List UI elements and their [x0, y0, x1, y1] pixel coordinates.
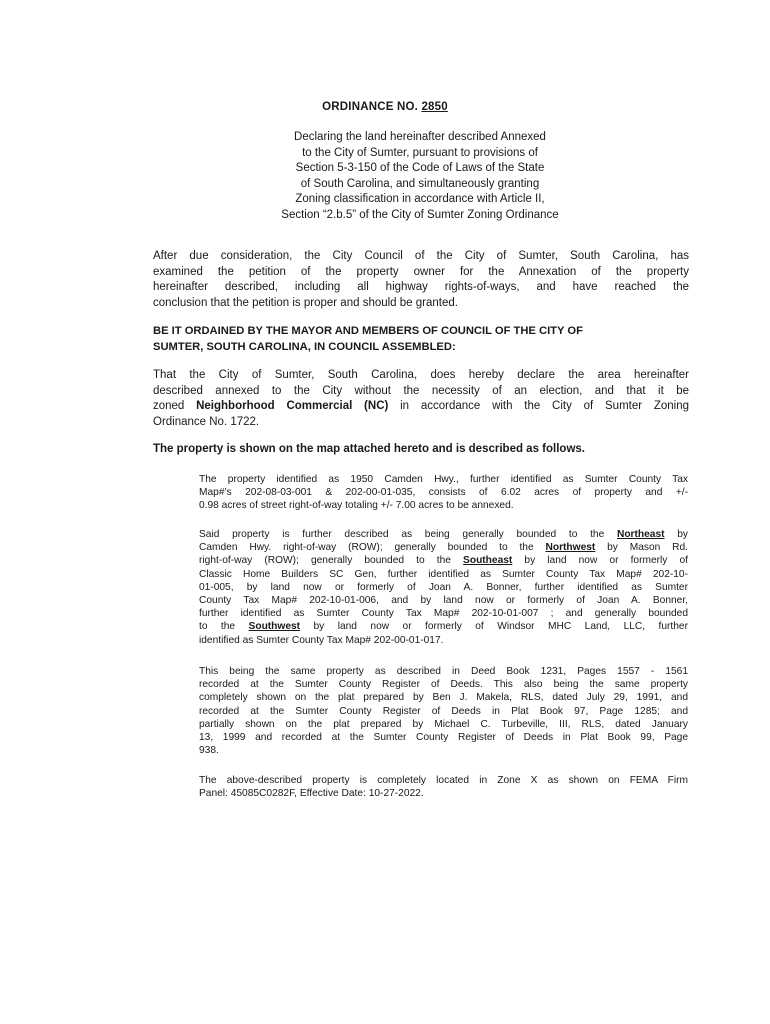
subtitle-line: Zoning classification in accordance with Article II, — [295, 193, 545, 206]
paragraph-line: described annexed to the City without the necessity of an election, and that it be — [153, 384, 689, 397]
paragraph-line: 13, 1999 and recorded at the Sumter County Register of Deeds in Plat Book 99, Page — [199, 732, 688, 744]
paragraph-line: partially shown on the plat prepared by Michael C. Turbeville, III, RLS, dated January — [199, 718, 688, 730]
paragraph-line: That the City of Sumter, South Carolina, does hereby declare the area hereinafter — [153, 369, 689, 381]
paragraph-line: completely shown on the plat prepared by Ben J. Makela, RLS, dated July 29, 1991, and — [199, 692, 688, 704]
ordinance-title-prefix: ORDINANCE NO. — [322, 101, 422, 113]
paragraph-line — [199, 554, 688, 567]
ordinance-subtitle — [200, 130, 640, 224]
map-statement: The property is shown on the map attached hereto and is described as follows. — [153, 443, 585, 455]
text-run: by — [664, 529, 689, 540]
paragraph-line: The above-described property is completely located in Zone X as shown on FEMA Firm — [199, 775, 688, 786]
direction-southeast: Southeast — [463, 555, 513, 567]
direction-southwest: Southwest — [248, 621, 301, 633]
paragraph-line: 0.98 acres of street right-of-way totaling +/- 7.00 acres to be annexed. — [199, 500, 514, 512]
paragraph-line: further identified as Sumter County Tax Map# 202-10-01-007 ; and generally bounded — [199, 608, 688, 620]
paragraph-line: recorded at the Sumter County Register of Deeds in Plat Book 97, Page 1285; and — [199, 705, 688, 717]
subtitle-line: Declaring the land hereinafter described Annexed — [294, 131, 546, 143]
text-run: Said property is further described as being generally bounded to the — [199, 529, 617, 540]
heading-line: BE IT ORDAINED BY THE MAYOR AND MEMBERS OF COUNCIL OF THE CITY OF — [153, 325, 583, 337]
declaration-paragraph — [153, 368, 689, 430]
ordained-heading — [153, 324, 689, 355]
paragraph-line: 01-005, by land now or formerly of Joan A. Bonner, further identified as Sumter — [199, 581, 688, 593]
subtitle-line: to the City of Sumter, pursuant to provisions of — [302, 146, 538, 159]
paragraph-line: Classic Home Builders SC Gen, further identified as Sumter County Tax Map# 202-10- — [199, 568, 688, 580]
text-run: by Mason Rd. — [595, 542, 688, 554]
paragraph-line: The property identified as 1950 Camden Hwy., further identified as Sumter County Tax — [199, 474, 688, 485]
paragraph-line — [153, 399, 689, 415]
text-run: Camden Hwy. right-of-way (ROW); generally bounded to the — [199, 542, 546, 554]
subtitle-line: Section 5-3-150 of the Code of Laws of the State — [295, 162, 545, 175]
property-identification-paragraph — [199, 473, 688, 513]
text-run: to the — [199, 621, 249, 633]
paragraph-line: hereinafter described, including all highway rights-of-ways, and have reached the — [153, 281, 689, 294]
text-run: zoned — [153, 400, 197, 413]
direction-northeast: Northeast — [616, 529, 665, 540]
paragraph-line: recorded at the Sumter County Register of Deeds. This also being the same property — [199, 679, 688, 691]
paragraph-line: identified as Sumter County Tax Map# 202-00-01-017. — [199, 634, 444, 646]
subtitle-line: of South Carolina, and simultaneously granting — [300, 177, 540, 190]
paragraph-line — [199, 528, 688, 541]
zoning-designation: Neighborhood Commercial (NC) — [196, 400, 389, 413]
paragraph-line: Panel: 45085C0282F, Effective Date: 10-27-2022. — [199, 788, 424, 800]
paragraph-line: Map#’s 202-08-03-001 & 202-00-01-035, consists of 6.02 acres of property and +/- — [199, 487, 688, 499]
paragraph-line: 938. — [199, 745, 219, 757]
paragraph-line: This being the same property as described in Deed Book 1231, Pages 1557 - 1561 — [199, 666, 688, 677]
heading-line: SUMTER, SOUTH CAROLINA, IN COUNCIL ASSEMBLED: — [153, 340, 456, 353]
paragraph-line — [199, 620, 688, 633]
paragraph-line: County Tax Map# 202-10-01-006, and by land now or formerly of Joan A. Bonner, — [199, 595, 688, 607]
paragraph-line — [199, 541, 688, 554]
consideration-paragraph — [153, 249, 689, 311]
ordinance-number: 2850 — [421, 101, 448, 113]
deed-paragraph — [199, 665, 688, 757]
ordinance-title — [0, 101, 770, 113]
subtitle-line: Section “2.b.5” of the City of Sumter Zoning Ordinance — [281, 208, 559, 221]
fema-paragraph — [199, 774, 688, 800]
text-run: in accordance with the City of Sumter Zoning — [388, 400, 690, 413]
text-run: right-of-way (ROW); generally bounded to the — [199, 555, 464, 567]
paragraph-line: examined the petition of the property owner for the Annexation of the property — [153, 265, 689, 278]
paragraph-line: Ordinance No. 1722. — [153, 415, 260, 428]
bounds-paragraph — [199, 528, 688, 647]
direction-northwest: Northwest — [545, 542, 596, 554]
paragraph-line: After due consideration, the City Council of the City of Sumter, South Carolina, has — [153, 250, 689, 262]
paragraph-line: conclusion that the petition is proper and should be granted. — [153, 296, 458, 309]
text-run: by land now or formerly of — [512, 555, 688, 567]
text-run: by land now or formerly of Windsor MHC Land, LLC, further — [300, 621, 688, 633]
